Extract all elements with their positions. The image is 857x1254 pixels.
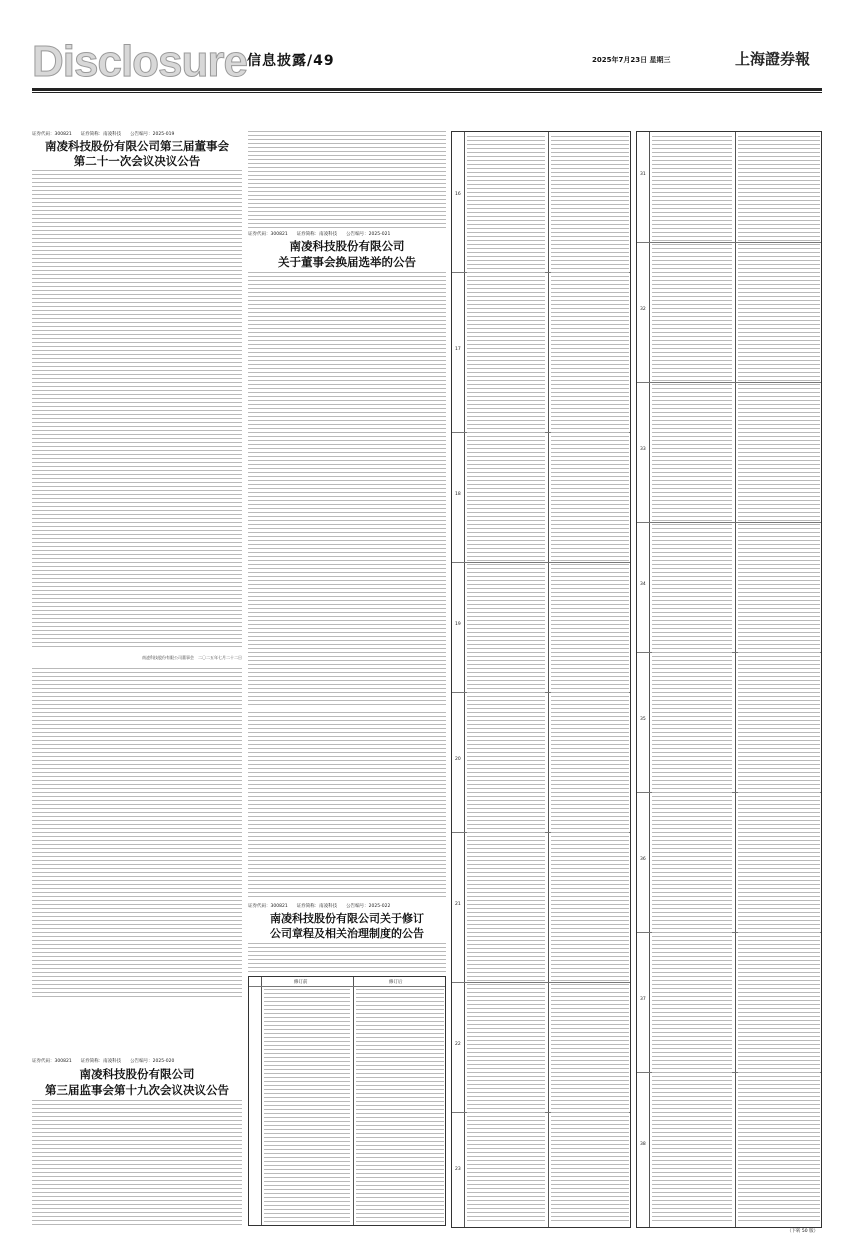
article-code-line: 证券代码：300821 证券简称：南凌科技 公告编号：2025-022 bbox=[248, 904, 391, 909]
table-divider bbox=[735, 132, 736, 1227]
table-header-rule bbox=[249, 986, 445, 987]
table-divider bbox=[649, 132, 650, 1227]
article-code-line: 证券代码：300821 证券简称：南凌科技 公告编号：2025-021 bbox=[248, 232, 391, 237]
table-row-number: 19 bbox=[455, 622, 461, 627]
table-column-before bbox=[652, 136, 732, 1224]
amendment-table-continued bbox=[451, 131, 631, 1228]
table-column-before bbox=[264, 989, 350, 1225]
table-row-number: 23 bbox=[455, 1167, 461, 1172]
article-body bbox=[248, 272, 446, 708]
article-attachment-body bbox=[32, 668, 242, 1000]
table-row-number: 33 bbox=[640, 447, 646, 452]
table-row-number: 16 bbox=[455, 192, 461, 197]
article-candidate-bios bbox=[248, 712, 446, 898]
article-code-line: 证券代码：300821 证券简称：南凌科技 公告编号：2025-019 bbox=[32, 132, 175, 137]
table-column-before bbox=[467, 136, 545, 1224]
continued-note: （下转 50 版） bbox=[787, 1229, 819, 1234]
table-row-number: 31 bbox=[640, 172, 646, 177]
article-title-line2: 关于董事会换届选举的公告 bbox=[278, 255, 416, 269]
table-divider bbox=[548, 132, 549, 1227]
article-body bbox=[32, 1100, 242, 1228]
table-row-number: 18 bbox=[455, 492, 461, 497]
article-body bbox=[32, 170, 242, 650]
table-column-after bbox=[551, 136, 629, 1224]
table-row-number: 37 bbox=[640, 997, 646, 1002]
newspaper-name: 上海證券報 bbox=[735, 50, 811, 68]
table-row-number: 21 bbox=[455, 902, 461, 907]
issue-date: 2025年7月23日 星期三 bbox=[592, 56, 671, 64]
table-header-right: 修订后 bbox=[389, 980, 403, 985]
table-row-number: 32 bbox=[640, 307, 646, 312]
article-title-line2: 第三届监事会第十九次会议决议公告 bbox=[45, 1083, 229, 1097]
article-code-line: 证券代码：300821 证券简称：南凌科技 公告编号：2025-020 bbox=[32, 1059, 175, 1064]
article-title-line2: 公司章程及相关治理制度的公告 bbox=[270, 927, 424, 940]
article-title-line1: 南凌科技股份有限公司 bbox=[289, 239, 405, 253]
article-title-line1: 南凌科技股份有限公司关于修订 bbox=[270, 912, 424, 925]
article-title-line1: 南凌科技股份有限公司 bbox=[79, 1067, 195, 1081]
table-row-number: 22 bbox=[455, 1042, 461, 1047]
table-row-number: 36 bbox=[640, 857, 646, 862]
masthead bbox=[0, 0, 857, 100]
brand-logo: Disclosure bbox=[32, 37, 247, 86]
article-intro bbox=[248, 943, 446, 973]
table-header-left: 修订前 bbox=[294, 980, 308, 985]
article-title-line2: 第二十一次会议决议公告 bbox=[73, 154, 201, 168]
amendment-table bbox=[248, 976, 446, 1226]
article-signature: 南凌科技股份有限公司董事会 二〇二五年七月二十二日 bbox=[142, 655, 242, 660]
masthead-rule bbox=[32, 88, 822, 91]
article-title-line1: 南凌科技股份有限公司第三届董事会 bbox=[45, 139, 229, 153]
table-column-after bbox=[738, 136, 820, 1224]
table-row-number: 38 bbox=[640, 1142, 646, 1147]
article-body-continued bbox=[248, 131, 446, 229]
table-row-number: 20 bbox=[455, 757, 461, 762]
table-row-number: 35 bbox=[640, 717, 646, 722]
table-divider bbox=[464, 132, 465, 1227]
masthead-rule-thin bbox=[32, 92, 822, 93]
amendment-table-continued bbox=[636, 131, 822, 1228]
table-row-number: 34 bbox=[640, 582, 646, 587]
section-title: 信息披露/49 bbox=[247, 53, 335, 69]
table-column-after bbox=[356, 989, 444, 1225]
table-divider bbox=[353, 977, 354, 1225]
table-divider bbox=[261, 977, 262, 1225]
table-row-number: 17 bbox=[455, 347, 461, 352]
